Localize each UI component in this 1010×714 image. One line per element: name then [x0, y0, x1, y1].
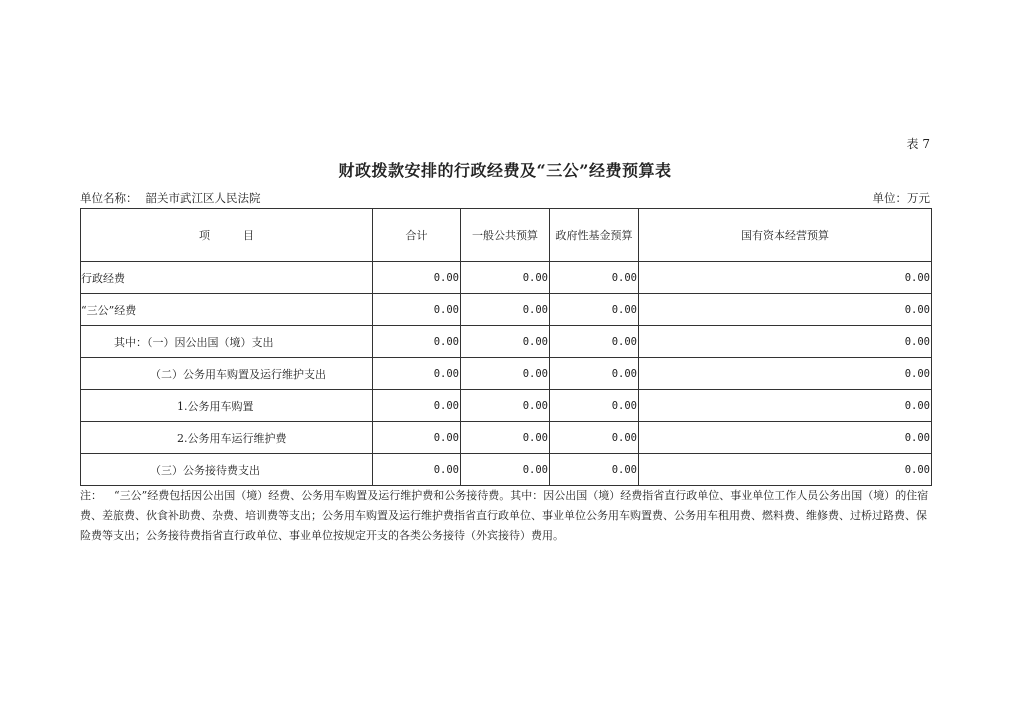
row-label: （二）公务用车购置及运行维护支出 [81, 358, 373, 390]
cell-total: 0.00 [373, 262, 461, 294]
row-label: （三）公务接待费支出 [81, 454, 373, 486]
row-label: 其中：（一）因公出国（境）支出 [81, 326, 373, 358]
cell-state: 0.00 [639, 326, 932, 358]
cell-general: 0.00 [461, 390, 550, 422]
cell-fund: 0.00 [550, 422, 639, 454]
cell-general: 0.00 [461, 358, 550, 390]
cell-fund: 0.00 [550, 294, 639, 326]
note-text: “三公”经费包括因公出国（境）经费、公务用车购置及运行维护费和公务接待费。其中：因公出国（境）经费指省直行政单位、事业单位工作人员公务出国（境）的住宿费、差旅费、伙食补助费、杂费、培训费等支出；公务用车购置及运行维护费指省直行政单位、事业单位公务用车购置费、公务用车租用费、燃料费、维修费、过桥过路费、保险费等支出；公务接待费指省直行政单位、事业单位按规定开支的各类公务接待（外宾接待）费用。 [80, 489, 929, 542]
unit-label: 单位名称： [80, 191, 138, 205]
cell-fund: 0.00 [550, 454, 639, 486]
table-row [81, 358, 932, 390]
header-state: 国有资本经营预算 [639, 209, 932, 262]
cell-general: 0.00 [461, 294, 550, 326]
table-row [81, 294, 932, 326]
cell-fund: 0.00 [550, 390, 639, 422]
cell-general: 0.00 [461, 454, 550, 486]
page-title: 财政拨款安排的行政经费及“三公”经费预算表 [338, 161, 672, 180]
cell-fund: 0.00 [550, 358, 639, 390]
cell-total: 0.00 [373, 454, 461, 486]
cell-state: 0.00 [639, 422, 932, 454]
footnote [80, 486, 932, 546]
header-total: 合计 [373, 209, 461, 262]
note-lead: 注： [80, 489, 102, 502]
unit-name: 韶关市武江区人民法院 [145, 191, 261, 205]
cell-state: 0.00 [639, 390, 932, 422]
table-row [81, 390, 932, 422]
cell-general: 0.00 [461, 326, 550, 358]
cell-general: 0.00 [461, 422, 550, 454]
header-fund: 政府性基金预算 [550, 209, 639, 262]
row-label: 2.公务用车运行维护费 [81, 422, 373, 454]
cell-general: 0.00 [461, 262, 550, 294]
cell-state: 0.00 [639, 454, 932, 486]
cell-fund: 0.00 [550, 326, 639, 358]
cell-total: 0.00 [373, 358, 461, 390]
header-item: 项 目 [81, 209, 373, 262]
unit-info [80, 190, 261, 206]
table-row [81, 326, 932, 358]
table-header-row [81, 209, 932, 262]
cell-total: 0.00 [373, 326, 461, 358]
cell-state: 0.00 [639, 294, 932, 326]
cell-total: 0.00 [373, 422, 461, 454]
table-number: 表 7 [906, 137, 930, 151]
cell-total: 0.00 [373, 390, 461, 422]
header-general: 一般公共预算 [461, 209, 550, 262]
budget-table [80, 208, 932, 486]
cell-state: 0.00 [639, 262, 932, 294]
cell-fund: 0.00 [550, 262, 639, 294]
table-row [81, 262, 932, 294]
row-label: “三公”经费 [81, 294, 373, 326]
table-row [81, 422, 932, 454]
row-label: 1.公务用车购置 [81, 390, 373, 422]
table-row [81, 454, 932, 486]
currency-unit: 单位：万元 [872, 191, 930, 205]
cell-state: 0.00 [639, 358, 932, 390]
row-label: 行政经费 [81, 262, 373, 294]
cell-total: 0.00 [373, 294, 461, 326]
